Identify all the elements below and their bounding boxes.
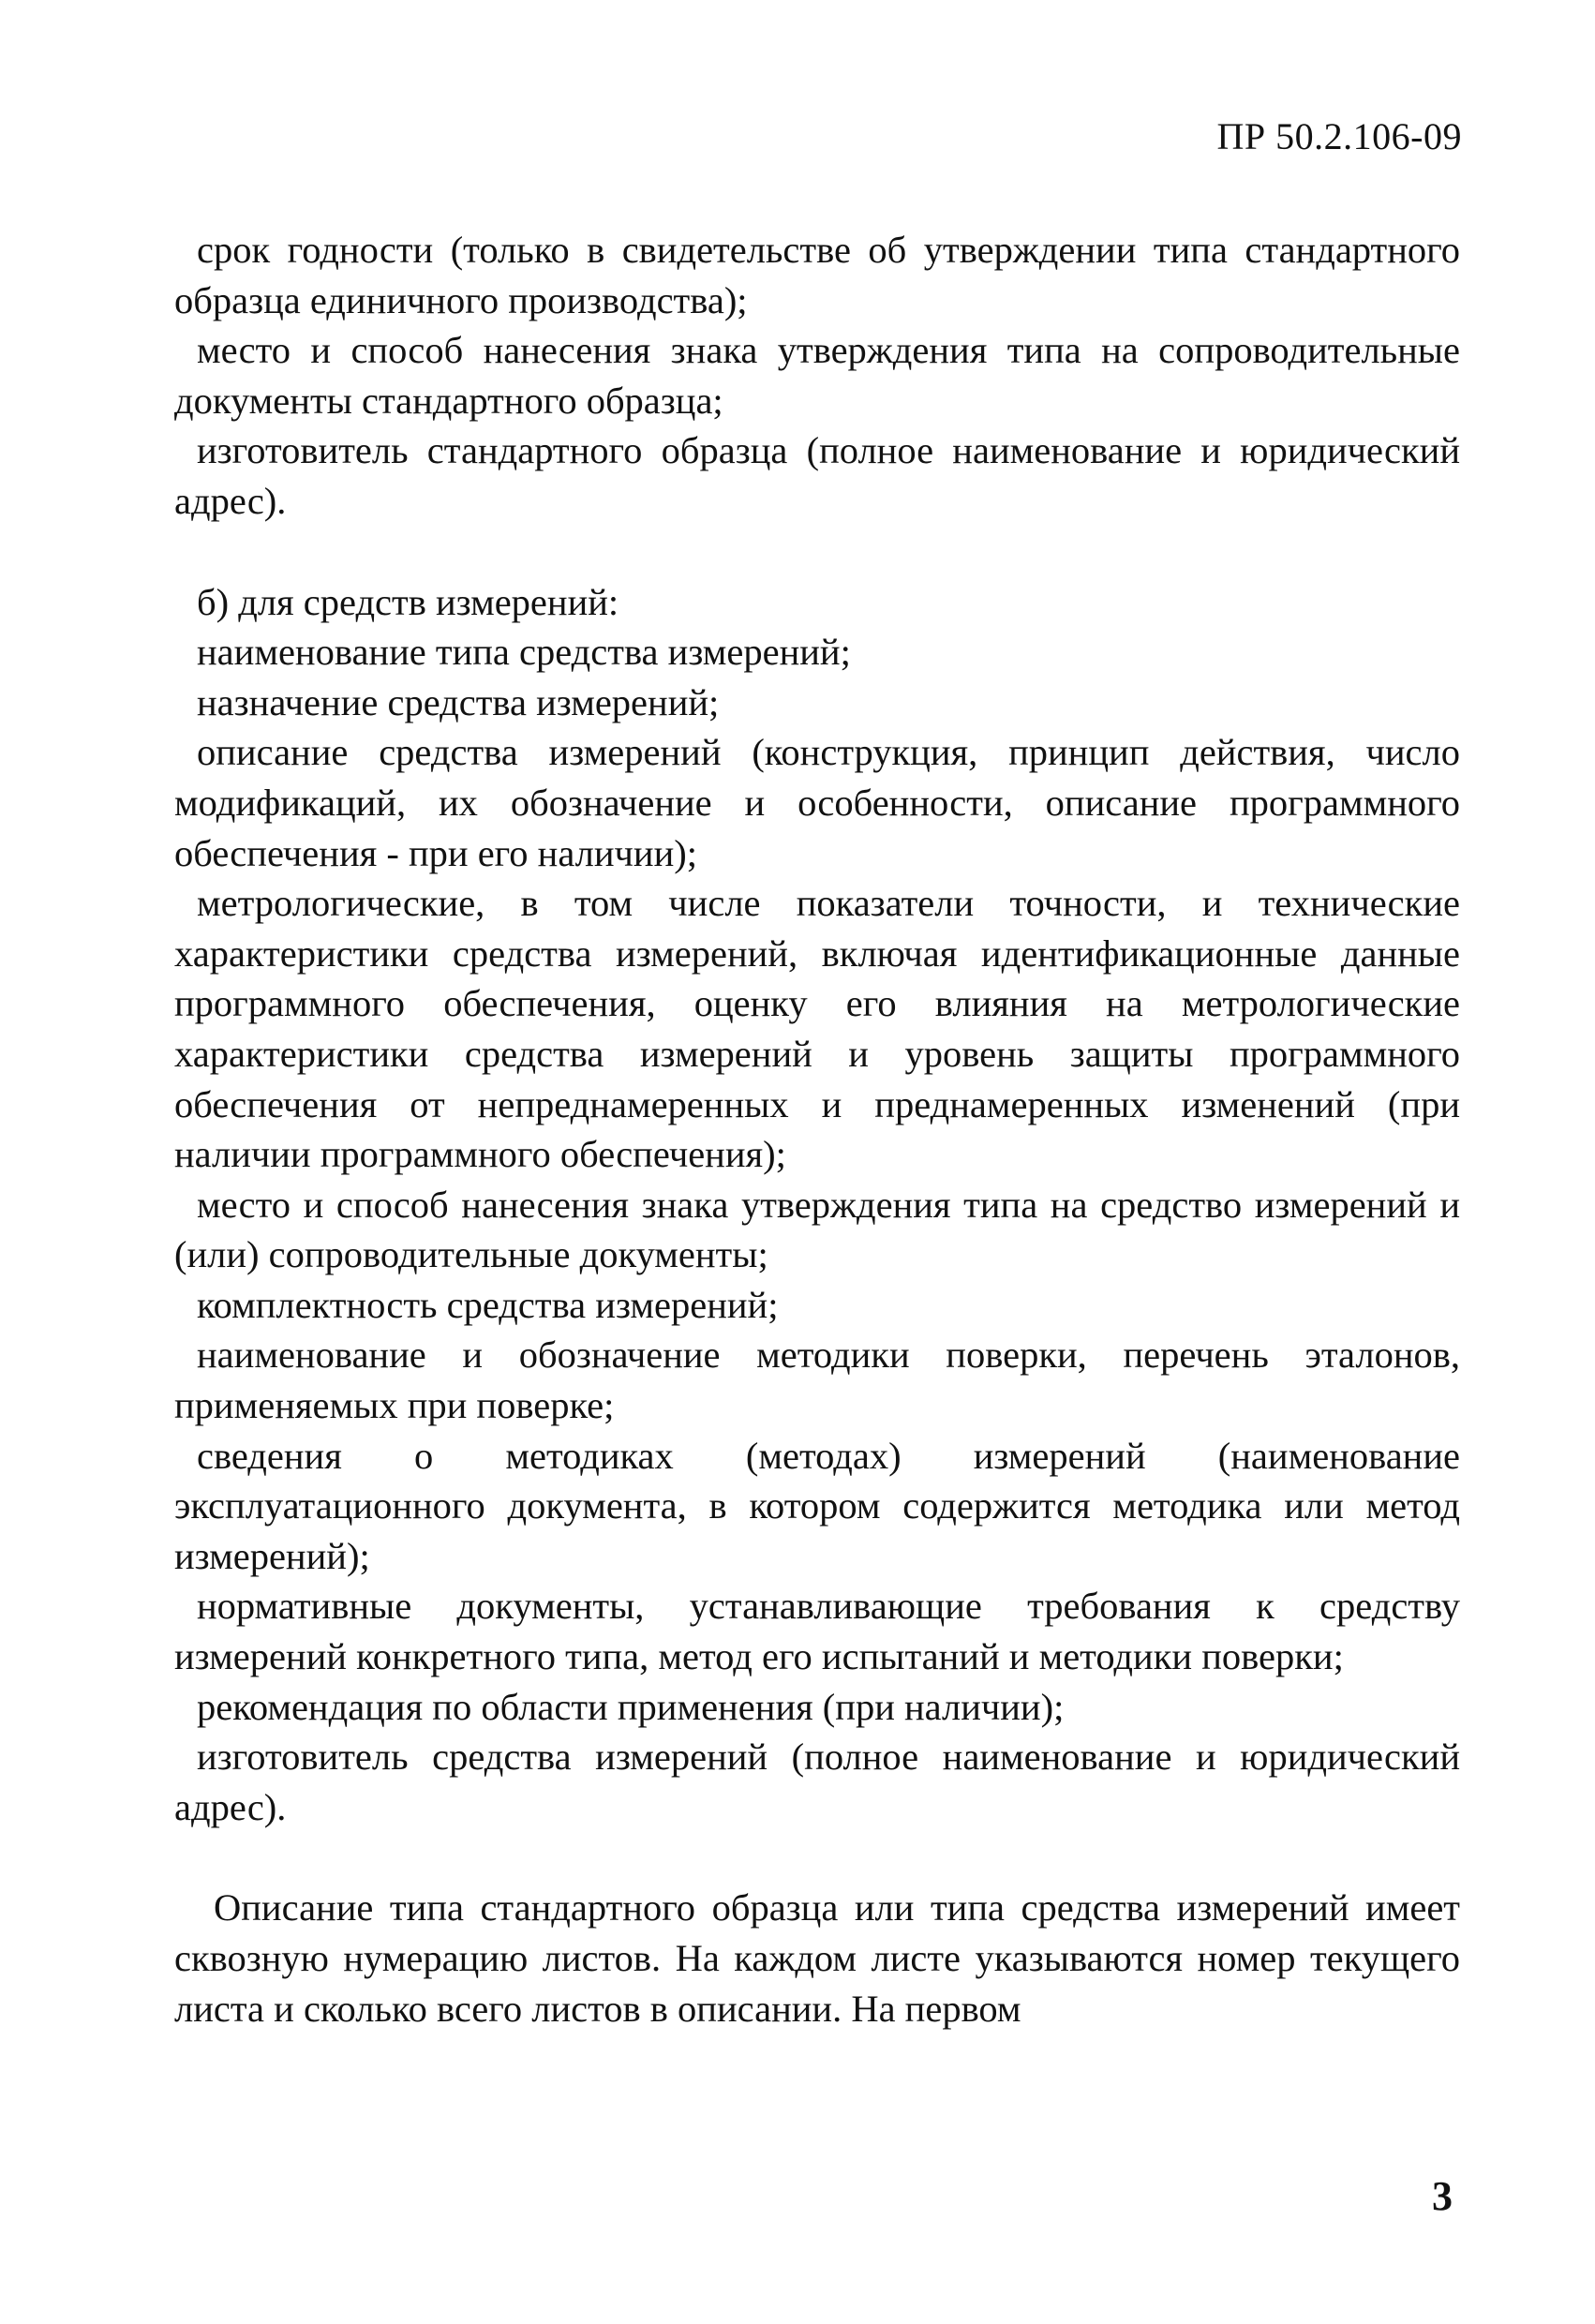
section-b-heading: б) для средств измерений: — [197, 580, 619, 623]
list-item-b-completeness: комплектность средства измерений; — [197, 1283, 779, 1326]
list-item-b-normative-documents: нормативные документы, устанавливающие требования к средству измерений конкретного типа, метод его испытаний и методики поверки; — [174, 1585, 1460, 1678]
list-item-a-shelf-life: срок годности (только в свидетельстве об утверждении типа стандартного образца единичного производства); — [174, 229, 1460, 321]
list-item-b-manufacturer: изготовитель средства измерений (полное наименование и юридический адрес). — [174, 1736, 1460, 1828]
page-number: 3 — [1432, 2173, 1453, 2219]
document-body — [174, 225, 1460, 2034]
list-item-b-metrological-characteristics: метрологические, в том числе показатели точности, и технические характеристики средства измерений, включая идентификационные данные программного обеспечения, оценку его влияния на метрологические характеристики средства измерений и уровень защиты программного обеспечения от непреднамеренных и преднамеренных изменений (при наличии программного обеспечения); — [174, 882, 1460, 1176]
list-item-a-manufacturer: изготовитель стандартного образца (полное наименование и юридический адрес). — [174, 429, 1460, 522]
list-item-a-marking-place: место и способ нанесения знака утверждения типа на сопроводительные документы стандартного образца; — [174, 329, 1460, 422]
list-item-b-application-recommendation: рекомендация по области применения (при наличии); — [197, 1685, 1065, 1728]
closing-paragraph: Описание типа стандартного образца или типа средства измерений имеет сквозную нумерацию листов. На каждом листе указываются номер текущего листа и сколько всего листов в описании. На первом — [174, 1886, 1460, 2030]
list-item-b-verification-method: наименование и обозначение методики поверки, перечень эталонов, применяемых при поверке; — [174, 1333, 1460, 1427]
list-item-b-description: описание средства измерений (конструкция, принцип действия, число модификаций, их обозначение и особенности, описание программного обеспечения - при его наличии); — [174, 731, 1460, 874]
list-item-b-type-name: наименование типа средства измерений; — [197, 631, 851, 674]
list-item-b-purpose: назначение средства измерений; — [197, 680, 720, 723]
list-item-b-marking-place: место и способ нанесения знака утверждения типа на средство измерений и (или) сопроводительные документы; — [174, 1183, 1460, 1276]
list-item-b-measurement-methods: сведения о методиках (методах) измерений (наименование эксплуатационного документа, в котором содержится методика или метод измерений); — [174, 1434, 1460, 1577]
document-code: ПР 50.2.106-09 — [1216, 115, 1462, 157]
